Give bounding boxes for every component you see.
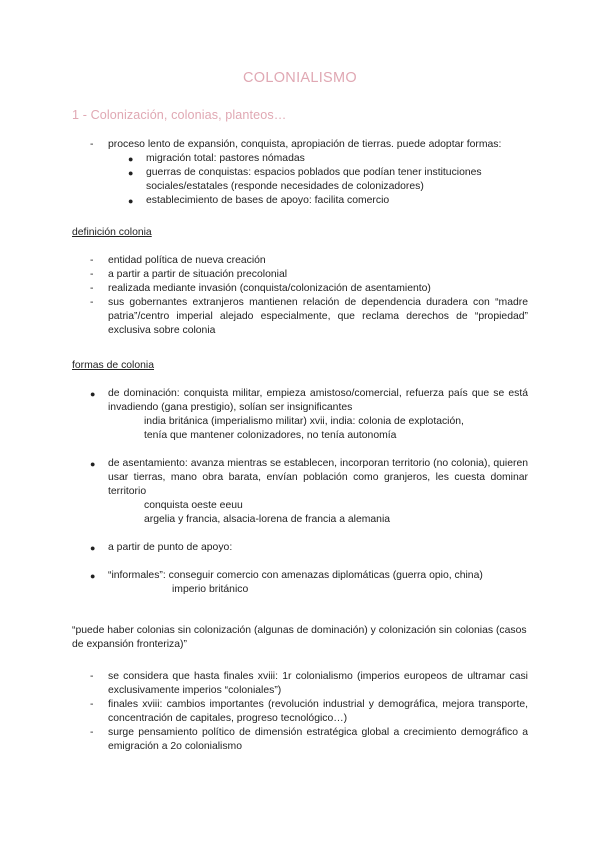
bullet-marker: ●: [128, 154, 134, 164]
bullet-marker: ●: [90, 459, 96, 469]
bullet-marker: ●: [90, 389, 96, 399]
intro-block: [72, 138, 528, 208]
list-item: - se considera que hasta finales xviii: 1r colonialismo (imperios europeos de ultramar casi exclusivamente imperios “coloniales”): [90, 671, 528, 696]
list-item: ● a partir de punto de apoyo:: [90, 542, 233, 553]
list-item: - sus gobernantes extranjeros mantienen relación de dependencia duradera con “madre patria”/centro imperial alejado especialmente, que reclama derechos de “propiedad” exclusiva sobre colonia: [90, 297, 528, 336]
forms-block: [72, 359, 528, 597]
sub-note: argelia y francia, alsacia-lorena de francia a alemania: [144, 514, 391, 525]
bullet-marker: ●: [128, 196, 134, 206]
bullet-marker: ●: [90, 543, 96, 553]
dash-marker: -: [90, 139, 94, 150]
list-item: ● de dominación: conquista militar, empieza amistoso/comercial, refuerza país que se está invadiendo (gana prestigio), solían ser insignificantes: [90, 388, 528, 413]
sub-note: india británica (imperialismo militar) xvii, india: colonia de explotación,: [144, 416, 464, 427]
definition-heading: definición colonia: [72, 227, 152, 238]
definition-block: [72, 226, 528, 338]
document-title: COLONIALISMO: [243, 70, 357, 86]
dash-marker: -: [90, 671, 94, 682]
dash-marker: -: [90, 255, 94, 266]
final-block: [72, 670, 528, 754]
bullet-marker: ●: [128, 168, 134, 178]
intro-text: proceso lento de expansión, conquista, apropiación de tierras. puede adoptar formas:: [108, 139, 502, 150]
list-item: ● de asentamiento: avanza mientras se establecen, incorporan territorio (no colonia), quieren usar tierras, mano obra barata, envían población como granjeros, les cuesta dominar territorio: [90, 458, 528, 497]
quote-block: [72, 624, 528, 652]
list-item-continuation: sociales/estatales (responde necesidades de colonizadores): [146, 181, 424, 192]
intro-item: [72, 138, 528, 152]
dash-marker: -: [90, 297, 94, 308]
sub-note: conquista oeste eeuu: [144, 500, 243, 511]
forms-heading: formas de colonia: [72, 360, 155, 371]
list-item: - surge pensamiento político de dimensión estratégica global a crecimiento demográfico a emigración a 2o colonialismo: [90, 727, 528, 752]
dash-marker: -: [90, 699, 94, 710]
list-item: ● guerras de conquistas: espacios poblados que podían tener instituciones: [128, 167, 482, 178]
dash-marker: -: [90, 283, 94, 294]
list-item: ● establecimiento de bases de apoyo: facilita comercio: [128, 195, 390, 206]
list-item: - entidad política de nueva creación: [90, 255, 266, 266]
list-item: ● migración total: pastores nómadas: [128, 153, 305, 164]
list-item: - a partir a partir de situación precolonial: [90, 269, 288, 280]
section-heading: 1 - Colonización, colonias, planteos…: [72, 108, 287, 122]
bullet-marker: ●: [90, 571, 96, 581]
dash-marker: -: [90, 727, 94, 738]
sub-note: tenía que mantener colonizadores, no tenía autonomía: [144, 430, 397, 441]
quote-text: “puede haber colonias sin colonización (algunas de dominación) y colonización sin colonias (casos de expansión fronteriza)”: [72, 625, 527, 650]
dash-marker: -: [90, 269, 94, 280]
list-item: - realizada mediante invasión (conquista/colonización de asentamiento): [90, 283, 431, 294]
list-item: ● “informales”: conseguir comercio con amenazas diplomáticas (guerra opio, china): [90, 570, 483, 581]
list-item: - finales xviii: cambios importantes (revolución industrial y demográfica, mejora transporte, concentración de capitales, progreso tecnológico…): [90, 699, 528, 724]
sub-note: imperio británico: [172, 584, 249, 595]
